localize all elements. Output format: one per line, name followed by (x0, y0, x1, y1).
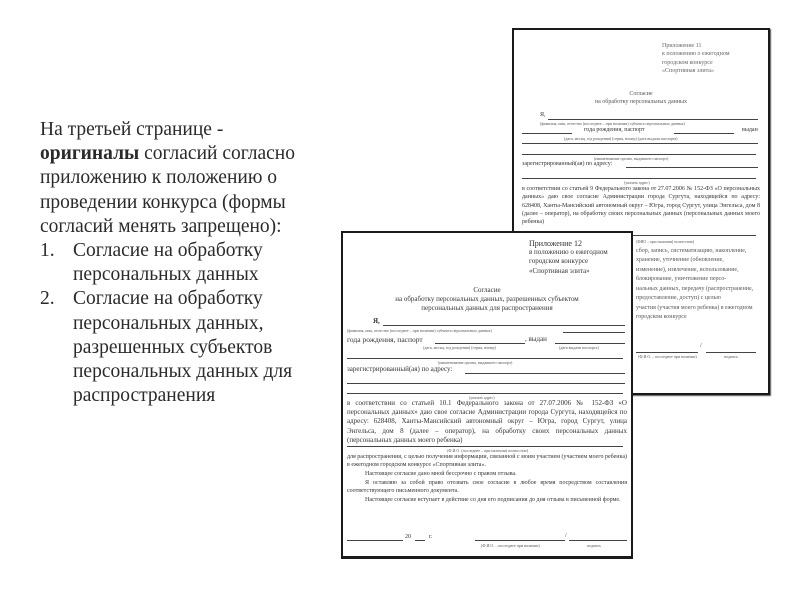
consent-form-appendix-12: Приложение 12 в положению о ежегодном городском конкурсе «Спортивная элита» Согласие на обработку персональных данных, разрешенных субъектом персональных данных для распространения Я, (фамилия, имя, отчество (последнее – при наличии) субъекта персональных данных) года рождения, паспорт , выдан (дата, месяц, год рождения) (серия, номер) (дата выдачи паспорта) (наименование органа, выдавшего паспорт) зарегистрированный(ая) по адресу: (указать адрес) в соответствии со статьей 10.1 Федерального закона от 27.07.2006 № 152-ФЗ «О персональных данных» даю свое согласие Администрации города Сургута, находящейся по адресу: 628408, Ханты-Мансийский автономный округ – Югра, город Сургут, улица Энгельса, дом 8 (далее – оператор), на обработку своих персональных данных (персональных данных моего ребенка) (Ф.И.О. (последнее – при наличии) полностью) для распространения, с целью получения информации, связанной с моим участием (участием моего ребенка) в ежегодном городском конкурсе «Спортивная элита». Настоящее согласие дано мной бессрочно с правом отзыва. Я оставляю за собой право отозвать свое согласие в любое время посредством составления соответствующего письменного документа. Настоящее согласие вступает в действие со дня его подписания до дня отзыва в письменной форме. 20 г. / (Ф.И.О. – последнее при наличии) подпись (341, 231, 633, 559)
appendix-header: Приложение 12 в положению о ежегодном городском конкурсе «Спортивная элита» (529, 239, 608, 275)
form-body: в соответствии со статьей 9 Федерального закона от 27.07.2006 № 152-ФЗ «О персональных данных» даю свое согласие Администрации города Сургута, находящейся по адресу: 628408, Ханты-Мансийский автономный округ – Югра, город Сургут, улица Энгельса, дом 8 (далее – оператор), на обработку своих персональных данных (персональных данных моего ребенка) (522, 186, 760, 226)
intro-paragraph: На третьей странице - оригиналы согласий согласно приложению к положению о проведении конкурса (формы согласий менять запрещено): (40, 119, 295, 237)
form-purpose: для распространения, с целью получения информации, связанной с моим участием (участием моего ребенка) в ежегодном городском конкурсе «Спортивная элита». (347, 454, 628, 469)
intro-bold: оригиналы (40, 143, 140, 165)
appendix-header: Приложение 11 к положению о ежегодном городском конкурсе «Спортивная элита» (662, 43, 730, 74)
form-body: в соответствии со статьей 10.1 Федерального закона от 27.07.2006 № 152-ФЗ «О персональных данных» даю свое согласие Администрации города Сургута, находящейся по адресу: 628408, Ханты-Мансийский автономный округ – Югра, город Сургут, улица Энгельса, дом 8 (далее – оператор), на обработку своих персональных данных (персональных данных моего ребенка) (347, 399, 627, 444)
form-title: Согласие на обработку персональных данных, разрешенных субъектом персональных данных для распространения (395, 286, 579, 313)
back-right-fragments: (ФИО – при наличии) полностью) сбор, запись, систематизацию, накопление, хранение, уточнение (обновление, изменение), извлечение, использование, блокирование, уничтожение персо- нальных данных, передачу (распространение, предоставление, доступ) с целью участия (участия моего ребенка) в ежегодном городском конкурсе (636, 239, 754, 320)
consent-list (40, 239, 310, 408)
consent-form-appendix-11: Приложение 11 к положению о ежегодном городском конкурсе «Спортивная элита» Согласие на обработку персональных данных Я, (фамилия, имя, отчество (последнее – при наличии) субъекта персональных данных) года рождения, паспорт выдан (дата, месяц, год рождения) (серия, номер) (дата выдачи паспорта) (наименование органа, выдавшего паспорт) зарегистрированный(ая) по адресу: (указать адрес) в соответствии со статьей 9 Федерального закона от 27.07.2006 № 152-ФЗ «О персональных данных» даю свое согласие Администрации города Сургута, находящейся по адресу: 628408, Ханты-Мансийский автономный округ – Югра, город Сургут, улица Энгельса, дом 8 (далее – оператор), на обработку своих персональных данных (персональных данных моего ребенка) (ФИО – при наличии) полностью) сбор, запись, систематизацию, накопление, хранение, уточнение (обновление, изменение), извлечение, использование, блокирование, уничтожение персо- нальных данных, передачу (распространение, предоставление, доступ) с целью участия (участия моего ребенка) в ежегодном городском конкурсе (512, 28, 770, 395)
slide-text (40, 118, 310, 408)
list-item: 2. Согласие на обработку персональных данных, разрешенных субъектов персональных данных для распространения (40, 288, 293, 407)
list-item: 1. Согласие на обработку персональных данных (40, 240, 263, 286)
form-title: Согласие на обработку персональных данных (594, 91, 688, 106)
back-doc-visible-fragment (636, 231, 764, 240)
